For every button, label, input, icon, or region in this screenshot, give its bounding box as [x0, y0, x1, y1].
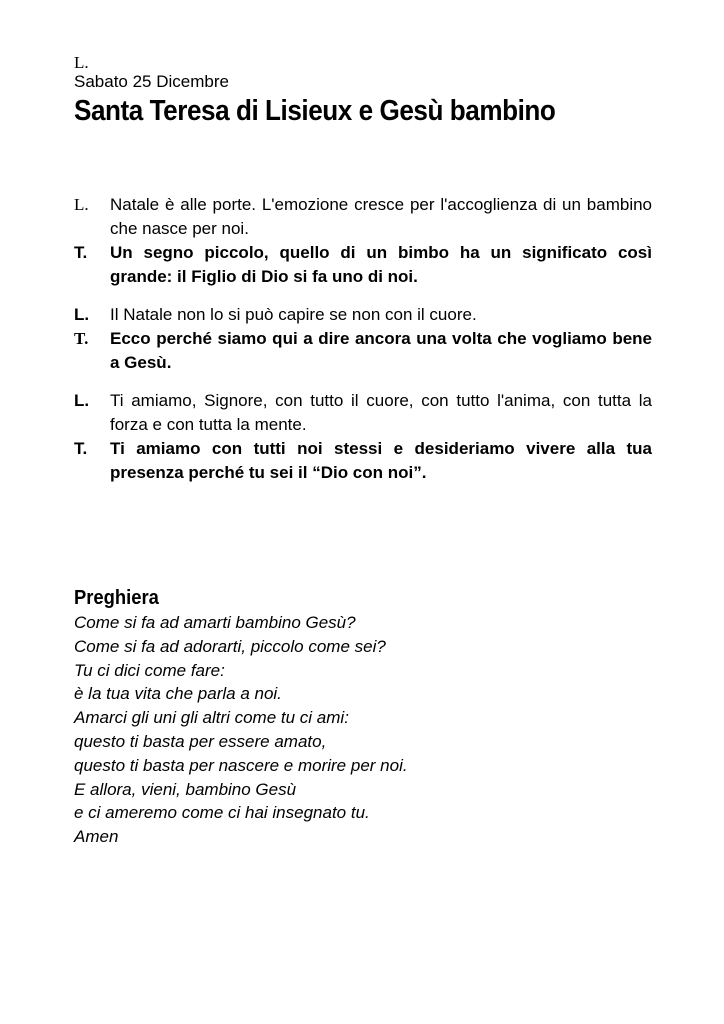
prayer-line: questo ti basta per nascere e morire per noi. — [74, 755, 408, 775]
speaker-label: L. — [74, 305, 90, 324]
prayer-line: e ci ameremo come ci hai insegnato tu. — [74, 803, 370, 823]
dialogue-text: Ti amiamo con tutti noi stessi e desideriamo vivere alla tua presenza perché tu sei il “Dio con noi”. — [110, 439, 652, 482]
dialogue-entry-leader — [74, 389, 652, 437]
prayer-line: Amarci gli uni gli altri come tu ci ami: — [74, 708, 349, 728]
dialogue-entry-all — [74, 327, 652, 375]
dialogue-entry-leader — [74, 193, 652, 241]
dialogue-entry-all — [74, 241, 652, 289]
prayer-section — [74, 585, 652, 849]
leader-mark: L. — [74, 53, 89, 72]
dialogue-entry-all — [74, 437, 652, 485]
page-title: Santa Teresa di Lisieux e Gesù bambino — [74, 95, 556, 127]
prayer-title: Preghiera — [74, 587, 159, 609]
speaker-label: T. — [74, 329, 89, 348]
dialogue-text: Il Natale non lo si può capire se non con il cuore. — [110, 305, 477, 324]
prayer-line: è la tua vita che parla a noi. — [74, 684, 282, 704]
dialogue-text: Natale è alle porte. L'emozione cresce per l'accoglienza di un bambino che nasce per noi. — [110, 195, 652, 238]
speaker-label: L. — [74, 195, 89, 214]
prayer-line: Come si fa ad adorarti, piccolo come sei? — [74, 636, 386, 656]
prayer-line: Amen — [74, 827, 119, 847]
dialogue-section — [74, 193, 652, 485]
prayer-line: Come si fa ad amarti bambino Gesù? — [74, 613, 356, 632]
speaker-label: L. — [74, 391, 90, 410]
date-line: Sabato 25 Dicembre — [74, 72, 229, 91]
dialogue-text: Ti amiamo, Signore, con tutto il cuore, con tutto l'anima, con tutta la forza e con tutta la mente. — [110, 391, 652, 434]
dialogue-text: Un segno piccolo, quello di un bimbo ha un significato così grande: il Figlio di Dio si fa uno di noi. — [110, 243, 652, 286]
speaker-label: T. — [74, 439, 88, 458]
prayer-line: E allora, vieni, bambino Gesù — [74, 779, 297, 799]
prayer-line: Tu ci dici come fare: — [74, 660, 225, 680]
prayer-line: questo ti basta per essere amato, — [74, 731, 327, 751]
speaker-label: T. — [74, 243, 88, 262]
dialogue-text: Ecco perché siamo qui a dire ancora una volta che vogliamo bene a Gesù. — [110, 329, 652, 372]
dialogue-entry-leader — [74, 303, 652, 327]
document-page — [74, 54, 652, 849]
